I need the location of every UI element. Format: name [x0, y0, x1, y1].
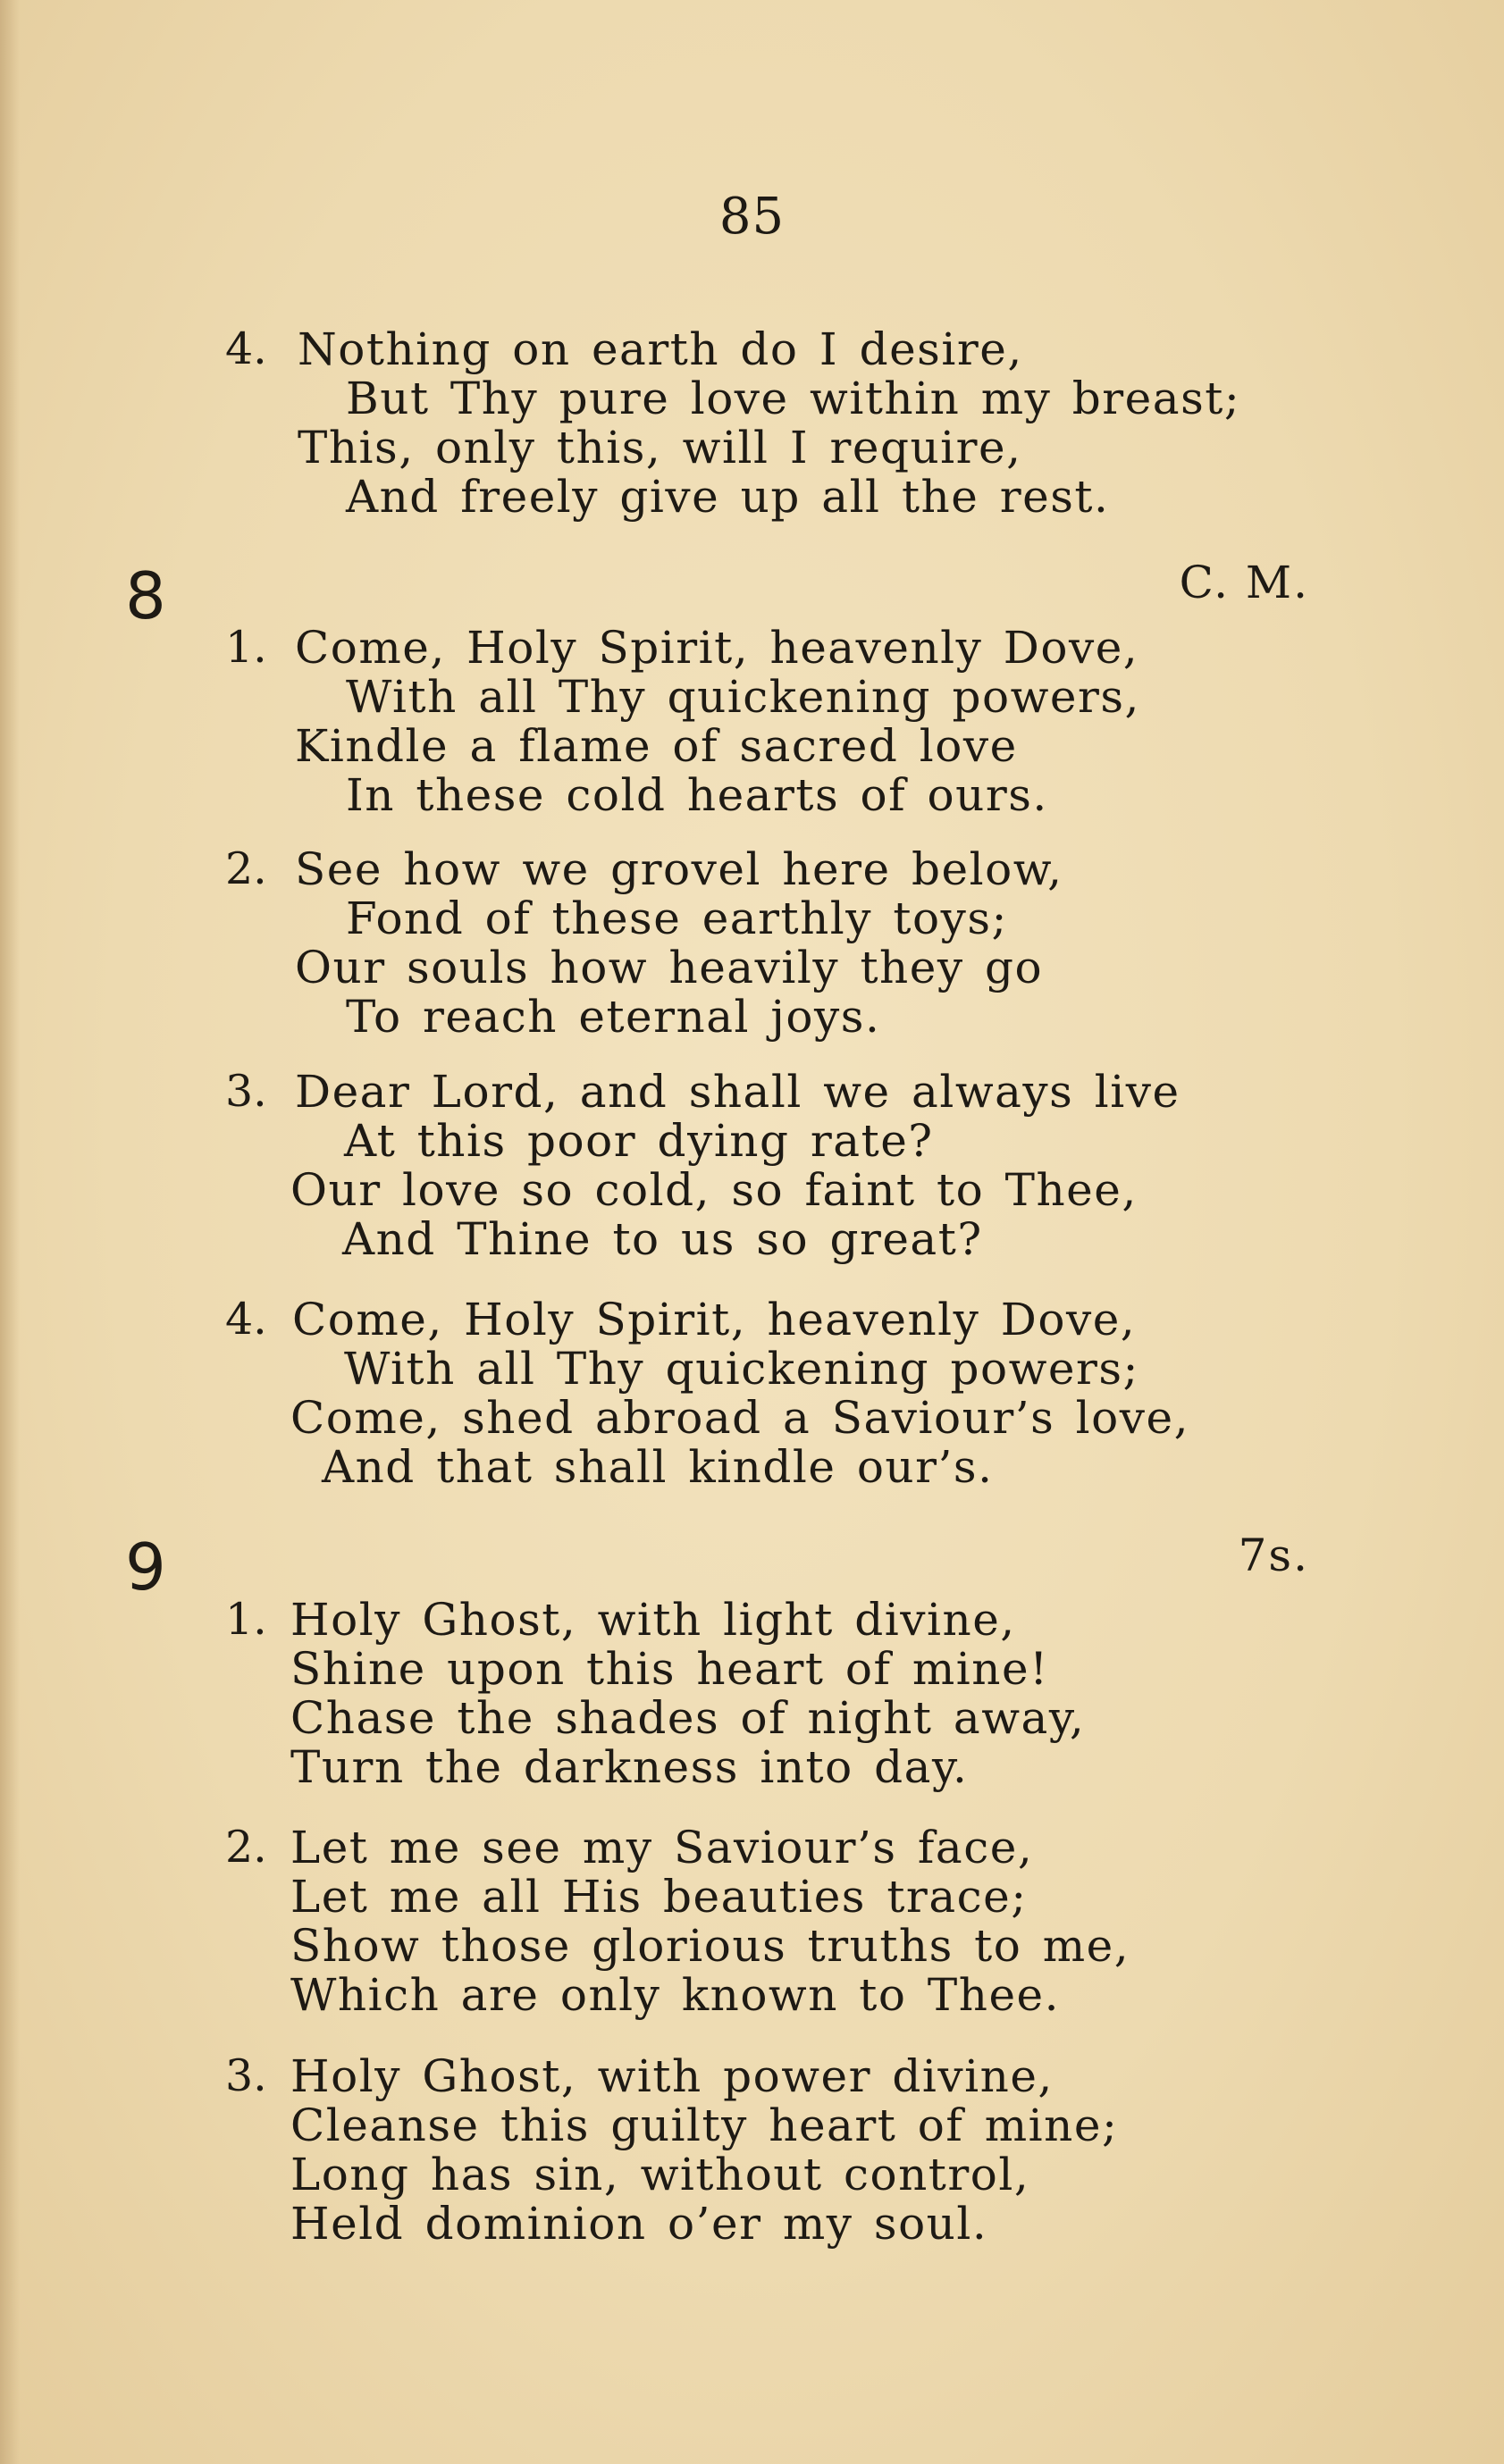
- verse-number: 3.: [225, 1066, 267, 1117]
- verse-line: Come, Holy Spirit, heavenly Dove,: [292, 1294, 1137, 1345]
- verse-line: But Thy pure love within my breast;: [346, 373, 1241, 424]
- verse-line: And Thine to us so great?: [342, 1213, 983, 1265]
- verse-line: Dear Lord, and shall we always live: [295, 1066, 1181, 1118]
- verse-line: Cleanse this guilty heart of mine;: [290, 2099, 1119, 2151]
- verse-line: Come, Holy Spirit, heavenly Dove,: [295, 622, 1139, 674]
- verse-number: 2.: [225, 1822, 267, 1873]
- verse-line: Holy Ghost, with power divine,: [290, 2050, 1054, 2102]
- verse-line: To reach eternal joys.: [346, 991, 881, 1043]
- verse-number: 4.: [225, 1294, 267, 1345]
- verse-line: And freely give up all the rest.: [346, 471, 1110, 523]
- verse-number: 2.: [225, 843, 267, 894]
- verse-line: See how we grovel here below,: [295, 843, 1063, 895]
- hymn-number: 9: [125, 1530, 166, 1605]
- verse-line: Our love so cold, so faint to Thee,: [290, 1164, 1138, 1216]
- verse-line: Chase the shades of night away,: [290, 1692, 1086, 1744]
- verse-line: Held dominion o’er my soul.: [290, 2198, 988, 2250]
- verse-line: Show those glorious truths to me,: [290, 1920, 1130, 1972]
- verse-line: With all Thy quickening powers;: [344, 1343, 1139, 1395]
- verse-line: This, only this, will I require,: [298, 422, 1022, 474]
- verse-line: Kindle a flame of sacred love: [295, 720, 1018, 772]
- verse-line: Come, shed abroad a Saviour’s love,: [290, 1392, 1190, 1444]
- verse-line: Long has sin, without control,: [290, 2149, 1030, 2200]
- hymn-number: 8: [125, 558, 166, 633]
- verse-line: Fond of these earthly toys;: [346, 893, 1008, 944]
- page-number: 85: [718, 188, 786, 246]
- meter-label: C. M.: [1179, 557, 1309, 608]
- verse-line: Let me see my Saviour’s face,: [290, 1822, 1034, 1873]
- verse-line: Let me all His beauties trace;: [290, 1871, 1028, 1923]
- verse-line: With all Thy quickening powers,: [346, 671, 1140, 723]
- verse-line: In these cold hearts of ours.: [346, 769, 1048, 821]
- verse-line: Which are only known to Thee.: [290, 1969, 1061, 2021]
- verse-number: 3.: [225, 2050, 267, 2101]
- verse-line: Shine upon this heart of mine!: [290, 1643, 1049, 1695]
- verse-line: At this poor dying rate?: [344, 1115, 934, 1167]
- verse-line: And that shall kindle our’s.: [322, 1441, 994, 1493]
- verse-line: Holy Ghost, with light divine,: [290, 1594, 1016, 1646]
- verse-number: 1.: [225, 1594, 267, 1645]
- verse-line: Turn the darkness into day.: [290, 1741, 969, 1793]
- verse-line: Our souls how heavily they go: [295, 942, 1044, 993]
- meter-label: 7s.: [1238, 1530, 1309, 1581]
- verse-number: 4.: [225, 323, 267, 374]
- verse-number: 1.: [225, 622, 267, 673]
- verse-line: Nothing on earth do I desire,: [298, 323, 1023, 375]
